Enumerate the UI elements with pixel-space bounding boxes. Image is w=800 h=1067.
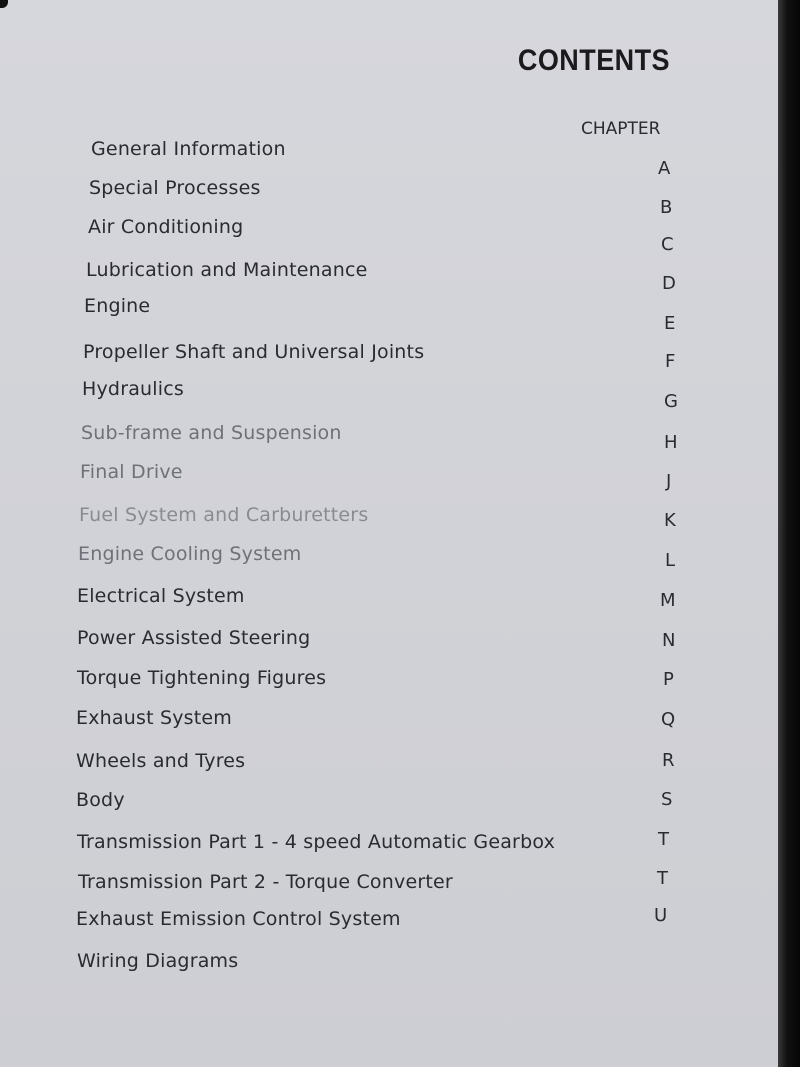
chapter-letter: B [660,197,673,218]
chapter-letter: E [664,313,676,334]
toc-entry: Propeller Shaft and Universal Joints [83,341,425,363]
chapter-letter: T [658,829,669,850]
chapter-letter: F [665,351,676,372]
toc-entry: Engine Cooling System [78,543,302,565]
chapter-letter: U [654,905,668,926]
toc-entry: Exhaust Emission Control System [76,908,401,930]
chapter-letter: T [657,868,668,889]
chapter-letter: G [664,391,678,412]
chapter-letter: R [662,750,675,771]
page-title: CONTENTS [517,44,670,77]
toc-entry: Body [76,789,125,811]
chapter-letter: Q [661,709,676,730]
toc-entry: Fuel System and Carburetters [79,504,369,526]
corner-mark [0,0,8,8]
toc-entry: Wheels and Tyres [76,750,246,772]
toc-entry: Hydraulics [82,378,184,400]
toc-entry: Exhaust System [76,707,233,729]
toc-entry: Engine [84,295,151,317]
toc-entry: Transmission Part 2 - Torque Converter [78,871,453,893]
chapter-column-header: CHAPTER [581,119,661,139]
toc-entry: General Information [91,138,286,160]
toc-entry: Wiring Diagrams [77,950,239,972]
chapter-letter: M [660,590,676,611]
toc-entry: Sub-frame and Suspension [81,422,342,444]
toc-entry: Transmission Part 1 - 4 speed Automatic Gearbox [77,831,556,853]
chapter-letter: H [664,432,678,453]
page-edge-shadow [778,0,800,1067]
toc-entry: Special Processes [89,177,261,199]
chapter-letter: P [663,669,674,690]
chapter-letter: D [662,273,676,294]
toc-entry: Air Conditioning [88,216,244,238]
chapter-letter: C [661,234,674,255]
chapter-letter: N [662,630,676,651]
toc-entry: Final Drive [80,461,183,483]
chapter-letter: S [661,789,673,810]
toc-entry: Lubrication and Maintenance [86,259,368,281]
chapter-letter: L [665,550,676,571]
toc-entry: Power Assisted Steering [77,627,311,649]
chapter-letter: K [664,510,676,531]
chapter-letter: J [666,471,672,492]
toc-entry: Torque Tightening Figures [77,667,327,689]
toc-entry: Electrical System [77,585,245,607]
chapter-letter: A [658,158,671,179]
